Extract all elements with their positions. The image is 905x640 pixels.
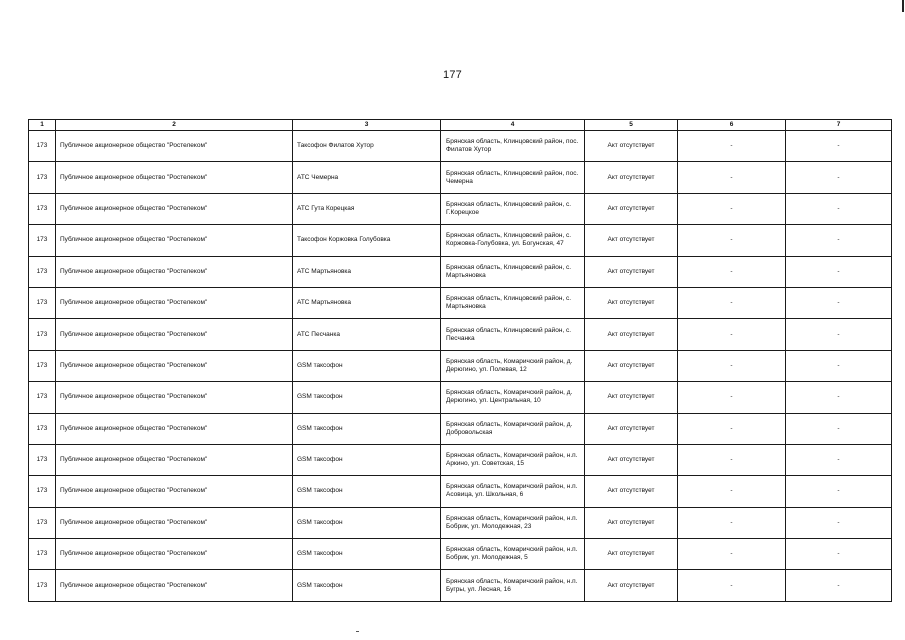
column-6-cell: - bbox=[678, 256, 786, 287]
organization-cell: Публичное акционерное общество "Ростелеком" bbox=[56, 225, 293, 256]
row-number-cell: 173 bbox=[29, 287, 56, 318]
column-header: 3 bbox=[293, 120, 441, 131]
object-name-cell: GSM таксофон bbox=[293, 570, 441, 601]
address-cell: Брянская область, Клинцовский район, с. Коржовка-Голубовка, ул. Богунская, 47 bbox=[441, 225, 585, 256]
object-name-cell: АТС Мартьяновка bbox=[293, 287, 441, 318]
table-row bbox=[29, 256, 892, 287]
column-6-cell: - bbox=[678, 225, 786, 256]
address-cell: Брянская область, Клинцовский район, пос. Филатов Хутор bbox=[441, 131, 585, 162]
object-name-cell: Таксофон Коржовка Голубовка bbox=[293, 225, 441, 256]
column-7-cell: - bbox=[786, 570, 892, 601]
organization-cell: Публичное акционерное общество "Ростелеком" bbox=[56, 131, 293, 162]
column-7-cell: - bbox=[786, 539, 892, 570]
organization-cell: Публичное акционерное общество "Ростелеком" bbox=[56, 444, 293, 475]
column-header: 2 bbox=[56, 120, 293, 131]
column-6-cell: - bbox=[678, 319, 786, 350]
header-row bbox=[29, 120, 892, 131]
row-number-cell: 173 bbox=[29, 444, 56, 475]
object-name-cell: АТС Песчанка bbox=[293, 319, 441, 350]
organization-cell: Публичное акционерное общество "Ростелеком" bbox=[56, 539, 293, 570]
column-7-cell: - bbox=[786, 225, 892, 256]
row-number-cell: 173 bbox=[29, 131, 56, 162]
column-6-cell: - bbox=[678, 382, 786, 413]
table-row bbox=[29, 350, 892, 381]
organization-cell: Публичное акционерное общество "Ростелеком" bbox=[56, 350, 293, 381]
organization-cell: Публичное акционерное общество "Ростелеком" bbox=[56, 476, 293, 507]
table-row bbox=[29, 131, 892, 162]
column-7-cell: - bbox=[786, 476, 892, 507]
act-status-cell: Акт отсутствует bbox=[585, 444, 678, 475]
table-row bbox=[29, 162, 892, 193]
act-status-cell: Акт отсутствует bbox=[585, 570, 678, 601]
address-cell: Брянская область, Комаричский район, н.п. Бобрик, ул. Молодежная, 23 bbox=[441, 507, 585, 538]
column-7-cell: - bbox=[786, 507, 892, 538]
row-number-cell: 173 bbox=[29, 382, 56, 413]
act-status-cell: Акт отсутствует bbox=[585, 539, 678, 570]
address-cell: Брянская область, Клинцовский район, с. Песчанка bbox=[441, 319, 585, 350]
act-status-cell: Акт отсутствует bbox=[585, 413, 678, 444]
object-name-cell: GSM таксофон bbox=[293, 476, 441, 507]
row-number-cell: 173 bbox=[29, 507, 56, 538]
registry-table bbox=[28, 119, 892, 602]
object-name-cell: GSM таксофон bbox=[293, 350, 441, 381]
organization-cell: Публичное акционерное общество "Ростелеком" bbox=[56, 413, 293, 444]
column-6-cell: - bbox=[678, 570, 786, 601]
column-7-cell: - bbox=[786, 350, 892, 381]
object-name-cell: GSM таксофон bbox=[293, 382, 441, 413]
act-status-cell: Акт отсутствует bbox=[585, 256, 678, 287]
column-6-cell: - bbox=[678, 444, 786, 475]
column-7-cell: - bbox=[786, 319, 892, 350]
address-cell: Брянская область, Клинцовский район, пос. Чемерна bbox=[441, 162, 585, 193]
act-status-cell: Акт отсутствует bbox=[585, 382, 678, 413]
table-row bbox=[29, 476, 892, 507]
column-7-cell: - bbox=[786, 413, 892, 444]
act-status-cell: Акт отсутствует bbox=[585, 476, 678, 507]
object-name-cell: GSM таксофон bbox=[293, 444, 441, 475]
organization-cell: Публичное акционерное общество "Ростелеком" bbox=[56, 287, 293, 318]
column-6-cell: - bbox=[678, 287, 786, 318]
row-number-cell: 173 bbox=[29, 256, 56, 287]
column-6-cell: - bbox=[678, 193, 786, 224]
act-status-cell: Акт отсутствует bbox=[585, 225, 678, 256]
act-status-cell: Акт отсутствует bbox=[585, 507, 678, 538]
column-header: 6 bbox=[678, 120, 786, 131]
act-status-cell: Акт отсутствует bbox=[585, 162, 678, 193]
table-row bbox=[29, 444, 892, 475]
page-number: 177 bbox=[443, 69, 462, 81]
act-status-cell: Акт отсутствует bbox=[585, 319, 678, 350]
organization-cell: Публичное акционерное общество "Ростелеком" bbox=[56, 162, 293, 193]
object-name-cell: GSM таксофон bbox=[293, 413, 441, 444]
column-6-cell: - bbox=[678, 476, 786, 507]
scan-speck bbox=[356, 631, 359, 632]
organization-cell: Публичное акционерное общество "Ростелеком" bbox=[56, 507, 293, 538]
column-7-cell: - bbox=[786, 287, 892, 318]
organization-cell: Публичное акционерное общество "Ростелеком" bbox=[56, 256, 293, 287]
row-number-cell: 173 bbox=[29, 162, 56, 193]
act-status-cell: Акт отсутствует bbox=[585, 350, 678, 381]
address-cell: Брянская область, Комаричский район, н.п. Аркино, ул. Советская, 15 bbox=[441, 444, 585, 475]
column-6-cell: - bbox=[678, 539, 786, 570]
column-7-cell: - bbox=[786, 444, 892, 475]
table-row bbox=[29, 382, 892, 413]
address-cell: Брянская область, Комаричский район, н.п. Бугры, ул. Лесная, 16 bbox=[441, 570, 585, 601]
row-number-cell: 173 bbox=[29, 350, 56, 381]
address-cell: Брянская область, Комаричский район, д. Добровольская bbox=[441, 413, 585, 444]
organization-cell: Публичное акционерное общество "Ростелеком" bbox=[56, 382, 293, 413]
address-cell: Брянская область, Клинцовский район, с. Мартьяновка bbox=[441, 256, 585, 287]
table-row bbox=[29, 570, 892, 601]
object-name-cell: GSM таксофон bbox=[293, 539, 441, 570]
column-6-cell: - bbox=[678, 162, 786, 193]
address-cell: Брянская область, Комаричский район, д. Дерюгино, ул. Полевая, 12 bbox=[441, 350, 585, 381]
row-number-cell: 173 bbox=[29, 225, 56, 256]
object-name-cell: АТС Чемерна bbox=[293, 162, 441, 193]
table-row bbox=[29, 287, 892, 318]
table-body bbox=[29, 131, 892, 602]
page-edge-mark bbox=[902, 0, 904, 12]
column-6-cell: - bbox=[678, 507, 786, 538]
table-row bbox=[29, 507, 892, 538]
column-6-cell: - bbox=[678, 350, 786, 381]
column-header: 4 bbox=[441, 120, 585, 131]
column-header: 5 bbox=[585, 120, 678, 131]
object-name-cell: АТС Мартьяновка bbox=[293, 256, 441, 287]
table-row bbox=[29, 319, 892, 350]
column-7-cell: - bbox=[786, 256, 892, 287]
column-6-cell: - bbox=[678, 413, 786, 444]
row-number-cell: 173 bbox=[29, 193, 56, 224]
column-6-cell: - bbox=[678, 131, 786, 162]
table-row bbox=[29, 539, 892, 570]
row-number-cell: 173 bbox=[29, 570, 56, 601]
act-status-cell: Акт отсутствует bbox=[585, 287, 678, 318]
column-7-cell: - bbox=[786, 162, 892, 193]
address-cell: Брянская область, Комаричский район, д. Дерюгино, ул. Центральная, 10 bbox=[441, 382, 585, 413]
column-7-cell: - bbox=[786, 131, 892, 162]
table-row bbox=[29, 413, 892, 444]
address-cell: Брянская область, Клинцовский район, с. Г.Корецкое bbox=[441, 193, 585, 224]
address-cell: Брянская область, Клинцовский район, с. Мартьяновка bbox=[441, 287, 585, 318]
row-number-cell: 173 bbox=[29, 413, 56, 444]
table-row bbox=[29, 193, 892, 224]
address-cell: Брянская область, Комаричский район, н.п. Бобрик, ул. Молодежная, 5 bbox=[441, 539, 585, 570]
row-number-cell: 173 bbox=[29, 319, 56, 350]
organization-cell: Публичное акционерное общество "Ростелеком" bbox=[56, 193, 293, 224]
object-name-cell: Таксофон Филатов Хутор bbox=[293, 131, 441, 162]
table-row bbox=[29, 225, 892, 256]
row-number-cell: 173 bbox=[29, 539, 56, 570]
column-7-cell: - bbox=[786, 193, 892, 224]
object-name-cell: АТС Гута Корецкая bbox=[293, 193, 441, 224]
act-status-cell: Акт отсутствует bbox=[585, 193, 678, 224]
column-header: 7 bbox=[786, 120, 892, 131]
column-7-cell: - bbox=[786, 382, 892, 413]
row-number-cell: 173 bbox=[29, 476, 56, 507]
organization-cell: Публичное акционерное общество "Ростелеком" bbox=[56, 570, 293, 601]
column-header: 1 bbox=[29, 120, 56, 131]
address-cell: Брянская область, Комаричский район, н.п. Асовица, ул. Школьная, 6 bbox=[441, 476, 585, 507]
organization-cell: Публичное акционерное общество "Ростелеком" bbox=[56, 319, 293, 350]
act-status-cell: Акт отсутствует bbox=[585, 131, 678, 162]
object-name-cell: GSM таксофон bbox=[293, 507, 441, 538]
